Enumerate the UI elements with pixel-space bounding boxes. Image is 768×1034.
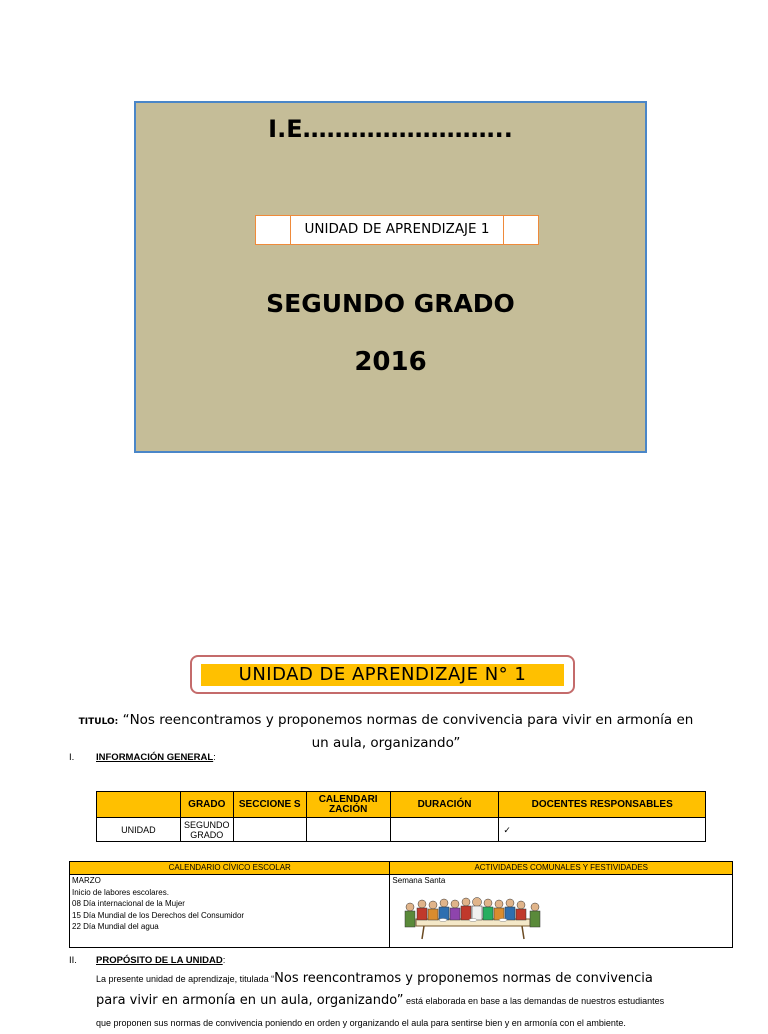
cover-grade: SEGUNDO GRADO [266,289,515,318]
checkmark-cell: ✓ [499,818,706,842]
unit-label: UNIDAD DE APRENDIZAJE 1 [304,221,490,237]
title-label: TITULO: [78,717,119,727]
community-activities-cell [390,875,733,948]
unit-heading: UNIDAD DE APRENDIZAJE N° 1 [201,664,564,686]
cover-panel [134,101,647,453]
list-item: 08 Día internacional de la Mujer [72,899,185,908]
section-title: PROPÓSITO DE LA UNIDAD [96,955,223,966]
list-item: 15 Día Mundial de los Derechos del Consumidor [72,910,245,920]
table-cell [306,818,390,842]
table-row [97,818,706,842]
unit-heading-box [190,655,575,694]
unit-title [74,710,698,754]
table-cell: UNIDAD [97,818,181,842]
table-row [70,875,733,948]
list-item: Inicio de labores escolares. [72,887,169,897]
school-name: I.E…………………….. [268,115,513,143]
table-header-cell: DURACIÓN [390,792,499,818]
table-header-cell: CALENDARIO CÍVICO ESCOLAR [70,862,390,875]
table-header-cell [97,792,181,818]
cover-year: 2016 [354,347,427,377]
table-header-row [70,862,733,875]
civic-calendar-cell [70,875,390,948]
section-title: INFORMACIÓN GENERAL [96,752,214,763]
list-item: 22 Día Mundial del agua [72,922,159,931]
table-cell [390,818,499,842]
table-cell [233,818,306,842]
section-purpose-heading: II. PROPÓSITO DE LA UNIDAD: [69,955,226,966]
section-general-info-heading: I. INFORMACIÓN GENERAL: [69,752,216,763]
title-line2: un aula, organizando” [311,735,461,751]
table-header-row [97,792,706,818]
table-header-cell: SECCIONE S [233,792,306,818]
last-supper-illustration [398,893,548,941]
table-header-cell: DOCENTES RESPONSABLES [499,792,706,818]
title-line1: “Nos reencontramos y proponemos normas de convivencia para vivir en armonía en [118,712,694,728]
table-header-cell: GRADO [180,792,233,818]
general-info-table [96,791,706,842]
table-header-cell: CALENDARI ZACIÓN [306,792,390,818]
table-header-cell: ACTIVIDADES COMUNALES Y FESTIVIDADES [390,862,733,875]
table-cell: SEGUNDO GRADO [180,818,233,842]
purpose-paragraph: La presente unidad de aprendizaje, titulada “Nos reencontramos y proponemos normas de convivencia para vivir en armonía en un aula, organizando” está elaborada en base a las demandas de nuestros estudiantes que proponen sus normas de convivencia poniendo en orden y organizando el aula para sentirse bien y en armonía con el ambiente. [96,971,665,1028]
calendar-table [69,861,733,948]
unit-label-box [255,215,539,245]
list-item: MARZO [72,876,101,885]
list-item: Semana Santa [392,876,446,885]
